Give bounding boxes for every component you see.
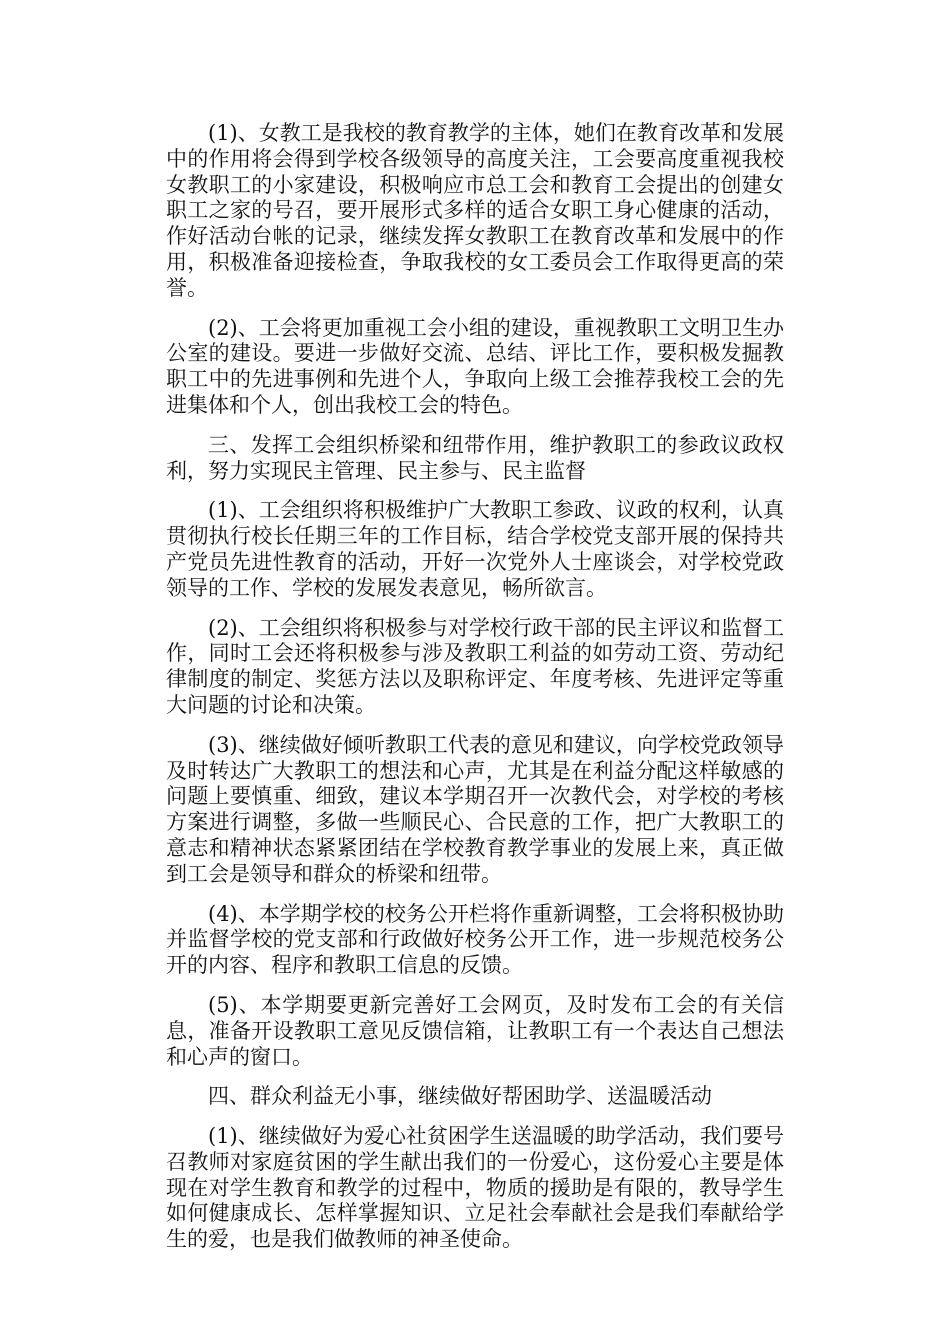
document-page [166, 121, 784, 1267]
paragraph-student-aid: (1)、继续做好为爱心社贫困学生送温暖的助学活动，我们要号召教师对家庭贫困的学生献出我们的一份爱心，这份爱心主要是体现在对学生教育和教学的过程中，物质的援助是有限的，教导学生如何健康成长、怎样掌握知识、立足社会奉献社会是我们奉献给学生的爱，也是我们做教师的神圣使命。 [166, 1124, 784, 1252]
paragraph-women-staff: (1)、女教工是我校的教育教学的主体，她们在教育改革和发展中的作用将会得到学校各级领导的高度关注，工会要高度重视我校女教职工的小家建设，积极响应市总工会和教育工会提出的创建女职工之家的号召，要开展形式多样的适合女职工身心健康的活动，作好活动台帐的记录，继续发挥女教职工在教育改革和发展中的作用，积极准备迎接检查，争取我校的女工委员会工作取得更高的荣誉。 [166, 121, 784, 300]
paragraph-participation-rights: (1)、工会组织将积极维护广大教职工参政、议政的权利，认真贯彻执行校长任期三年的工作目标，结合学校党支部开展的保持共产党员先进性教育的活动，开好一次党外人士座谈会，对学校党政领导的工作、学校的发展发表意见，畅所欲言。 [166, 498, 784, 600]
paragraph-staff-representatives: (3)、继续做好倾听教职工代表的意见和建议，向学校党政领导及时转达广大教职工的想法和心声，尤其是在利益分配这样敏感的问题上要慎重、细致，建议本学期召开一次教代会，对学校的考核方案进行调整，多做一些顺民心、合民意的工作，把广大教职工的意志和精神状态紧紧团结在学校教育教学事业的发展上来，真正做到工会是领导和群众的桥梁和纽带。 [166, 732, 784, 886]
paragraph-democratic-evaluation: (2)、工会组织将积极参与对学校行政干部的民主评议和监督工作，同时工会还将积极参与涉及教职工利益的如劳动工资、劳动纪律制度的制定、奖惩方法以及职称评定、年度考核、先进评定等重大问题的讨论和决策。 [166, 615, 784, 717]
paragraph-union-groups: (2)、工会将更加重视工会小组的建设，重视教职工文明卫生办公室的建设。要进一步做好交流、总结、评比工作，要积极发掘教职工中的先进事例和先进个人，争取向上级工会推荐我校工会的先进集体和个人，创出我校工会的特色。 [166, 315, 784, 417]
section-heading-3: 三、发挥工会组织桥梁和纽带作用，维护教职工的参政议政权利，努力实现民主管理、民主参与、民主监督 [166, 432, 784, 483]
section-heading-4: 四、群众利益无小事，继续做好帮困助学、送温暖活动 [208, 1084, 712, 1109]
paragraph-school-affairs: (4)、本学期学校的校务公开栏将作重新调整，工会将积极协助并监督学校的党支部和行政做好校务公开工作，进一步规范校务公开的内容、程序和教职工信息的反馈。 [166, 901, 784, 978]
paragraph-union-website: (5)、本学期要更新完善好工会网页，及时发布工会的有关信息，准备开设教职工意见反馈信箱，让教职工有一个表达自己想法和心声的窗口。 [166, 992, 784, 1069]
